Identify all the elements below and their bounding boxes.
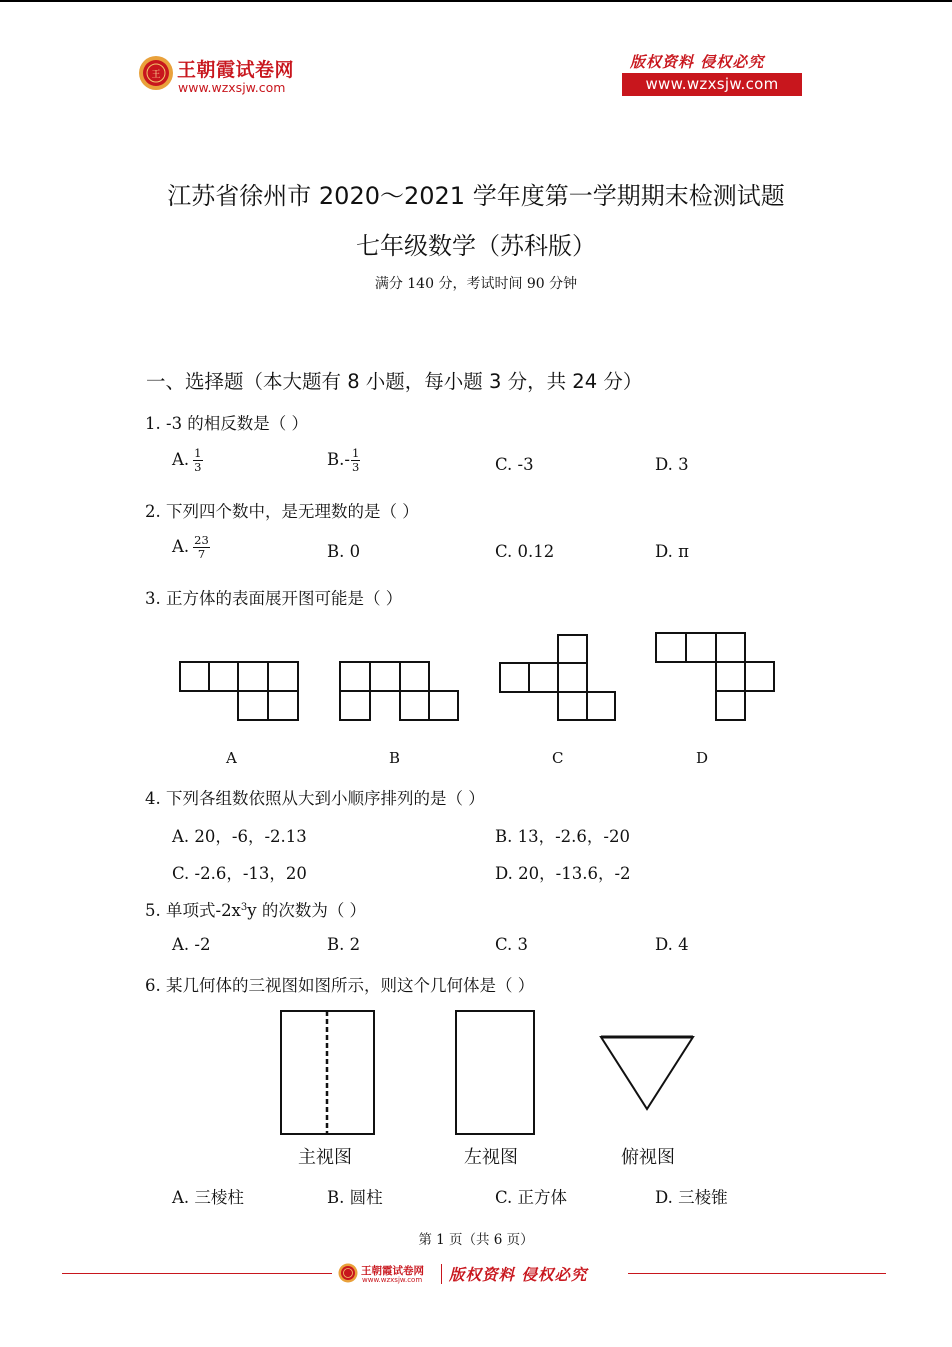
exam-subtitle: 七年级数学（苏科版） bbox=[356, 232, 596, 260]
top-view-label: 俯视图 bbox=[621, 1147, 675, 1168]
footer-seal-icon bbox=[338, 1263, 358, 1283]
q2-option-a: A. $\frac{23}{7}$ bbox=[172, 533, 209, 561]
footer-rights-notice: 版权资料 侵权必究 bbox=[449, 1265, 588, 1284]
question-1-stem: 1. -3 的相反数是（ ） bbox=[145, 414, 309, 433]
q1-option-a: A. $\frac{1}{3}$ bbox=[172, 446, 202, 474]
q5-option-b: B. 2 bbox=[327, 935, 361, 954]
q5-option-c: C. 3 bbox=[495, 935, 529, 954]
q6-option-b: B. 圆柱 bbox=[327, 1188, 383, 1207]
side-view bbox=[456, 1011, 534, 1134]
net-label-b: B bbox=[389, 749, 401, 767]
q1-option-b: B.- $\frac{1}{3}$ bbox=[327, 446, 360, 474]
q6-option-a: A. 三棱柱 bbox=[172, 1188, 244, 1207]
q4-option-b: B. 13，-2.6，-20 bbox=[495, 827, 630, 846]
q2-option-c: C. 0.12 bbox=[495, 542, 555, 561]
q4-option-d: D. 20，-13.6，-2 bbox=[495, 864, 631, 883]
footer-brand-name: 王朝霞试卷网 bbox=[361, 1265, 424, 1277]
q4-option-a: A. 20，-6，-2.13 bbox=[172, 827, 307, 846]
q6-option-c: C. 正方体 bbox=[495, 1188, 568, 1207]
front-view-label: 主视图 bbox=[298, 1147, 352, 1168]
url-banner[interactable]: www.wzxsjw.com bbox=[622, 73, 802, 96]
footer-rule-left bbox=[62, 1273, 332, 1274]
q2-option-d: D. π bbox=[655, 542, 689, 561]
brand-name: 王朝霞试卷网 bbox=[177, 59, 295, 81]
q5-option-d: D. 4 bbox=[655, 935, 689, 954]
exam-title: 江苏省徐州市 2020～2021 学年度第一学期期末检测试题 bbox=[167, 182, 785, 210]
brand-url[interactable]: www.wzxsjw.com bbox=[178, 80, 286, 95]
q2-option-b: B. 0 bbox=[327, 542, 361, 561]
q4-option-c: C. -2.6，-13，20 bbox=[172, 864, 307, 883]
net-label-c: C bbox=[552, 749, 564, 767]
front-view bbox=[281, 1011, 374, 1134]
svg-text:王: 王 bbox=[151, 70, 161, 80]
question-5-stem: 5. 单项式$-2x^3y$ 的次数为（ ） bbox=[145, 901, 367, 920]
question-4-stem: 4. 下列各组数依照从大到小顺序排列的是（ ） bbox=[145, 789, 485, 808]
footer-brand-url[interactable]: www.wzxsjw.com bbox=[362, 1276, 423, 1284]
section-heading: 一、选择题（本大题有 8 小题，每小题 3 分，共 24 分） bbox=[146, 370, 643, 393]
exam-note: 满分 140 分，考试时间 90 分钟 bbox=[374, 276, 578, 292]
side-view-label: 左视图 bbox=[464, 1147, 518, 1168]
top-view bbox=[601, 1037, 693, 1109]
net-label-d: D bbox=[696, 749, 709, 767]
q1-option-c: C. -3 bbox=[495, 455, 534, 474]
footer-divider bbox=[441, 1264, 442, 1284]
net-label-a: A bbox=[226, 749, 237, 767]
q1-option-d: D. 3 bbox=[655, 455, 689, 474]
q6-option-d: D. 三棱锥 bbox=[655, 1188, 728, 1207]
question-2-stem: 2. 下列四个数中，是无理数的是（ ） bbox=[145, 502, 419, 521]
page-number: 第 1 页（共 6 页） bbox=[418, 1232, 534, 1248]
footer-rule-right bbox=[628, 1273, 886, 1274]
rights-notice: 版权资料 侵权必究 bbox=[630, 53, 765, 71]
question-3-stem: 3. 正方体的表面展开图可能是（ ） bbox=[145, 589, 403, 608]
question-6-stem: 6. 某几何体的三视图如图所示，则这个几何体是（ ） bbox=[145, 976, 535, 995]
q5-option-a: A. -2 bbox=[172, 935, 211, 954]
